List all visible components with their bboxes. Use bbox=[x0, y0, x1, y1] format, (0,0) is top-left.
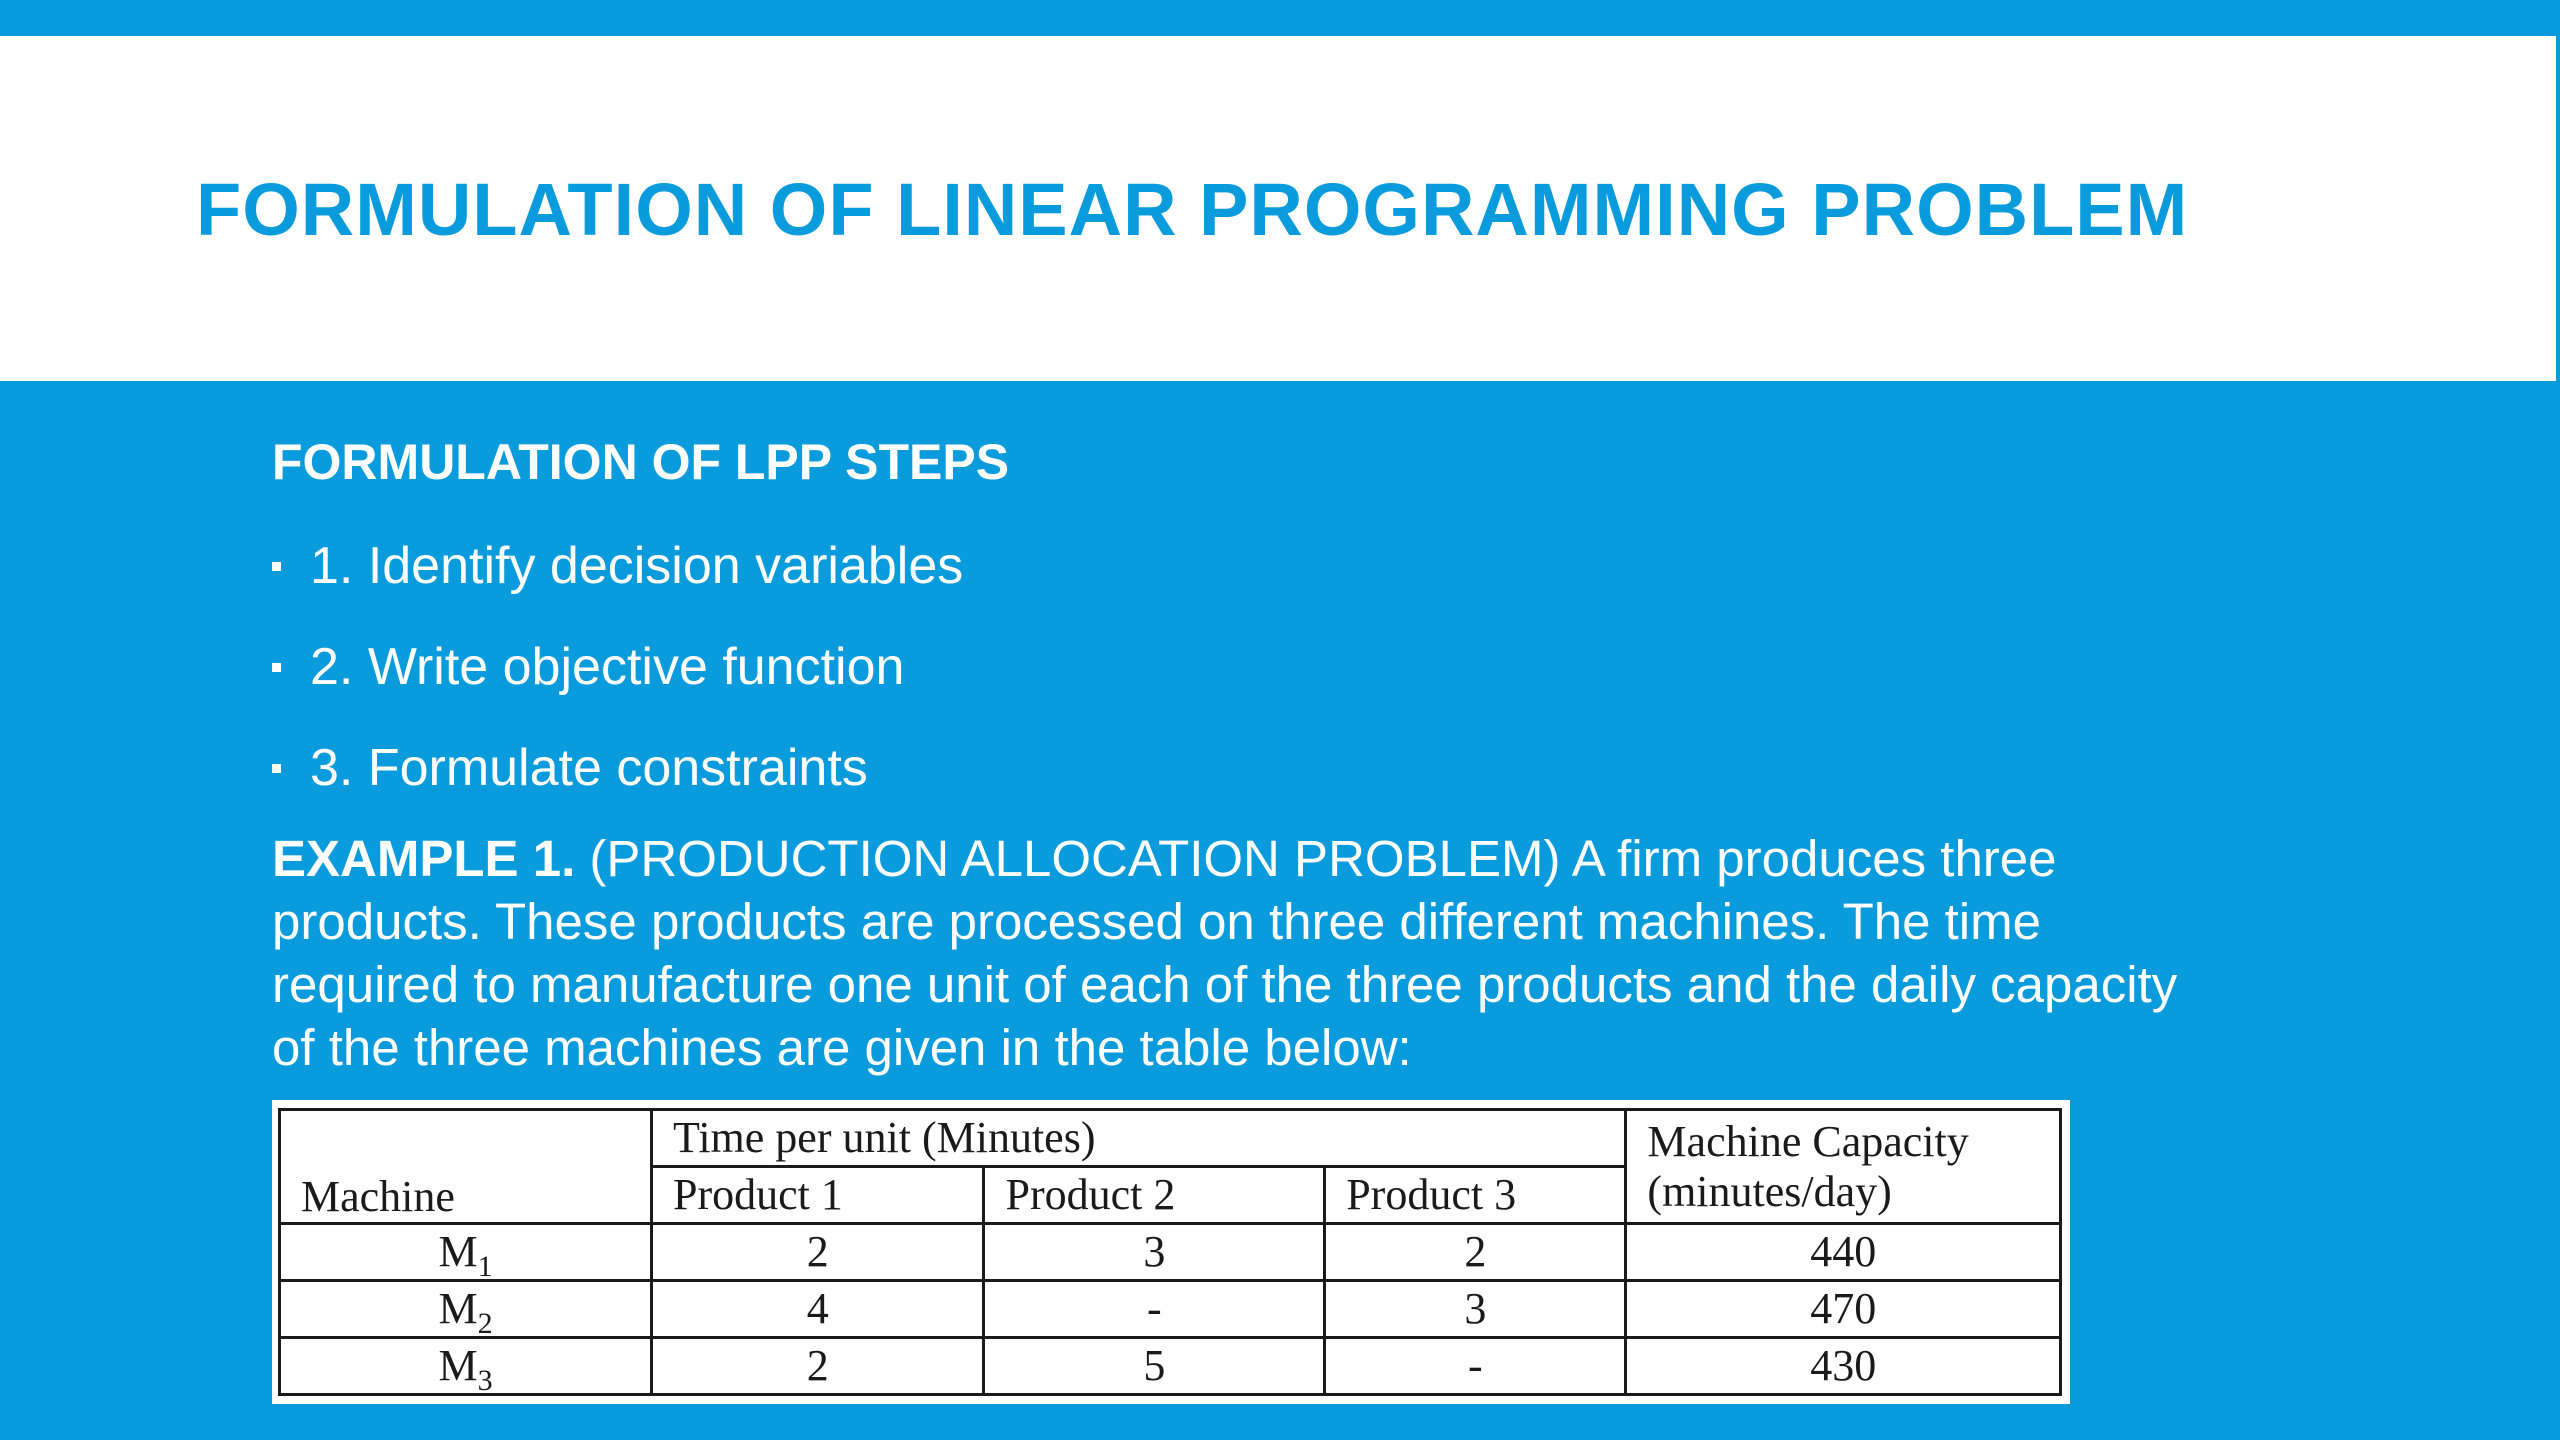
step-list bbox=[272, 516, 2222, 819]
machine-subscript: 1 bbox=[477, 1249, 493, 1283]
table-header-row bbox=[280, 1110, 2061, 1167]
slide-title: FORMULATION OF LINEAR PROGRAMMING PROBLEM bbox=[196, 168, 2189, 251]
product-1-cell: 2 bbox=[652, 1224, 984, 1281]
bullet-icon bbox=[272, 764, 281, 773]
step-text: 1. Identify decision variables bbox=[310, 537, 964, 595]
machine-table-container bbox=[272, 1100, 2070, 1404]
step-text: 2. Write objective function bbox=[310, 638, 905, 696]
machine-name: M bbox=[438, 1227, 478, 1276]
header-product-3: Product 3 bbox=[1325, 1167, 1626, 1224]
capacity-cell: 440 bbox=[1626, 1224, 2061, 1281]
machine-name: M bbox=[438, 1284, 478, 1333]
example-label: EXAMPLE 1. bbox=[272, 830, 576, 887]
step-text: 3. Formulate constraints bbox=[310, 739, 868, 797]
header-product-1: Product 1 bbox=[652, 1167, 984, 1224]
product-3-cell: 3 bbox=[1325, 1281, 1626, 1338]
machine-name: M bbox=[438, 1341, 478, 1390]
table-row bbox=[280, 1338, 2061, 1395]
slide-body bbox=[272, 420, 2222, 1079]
machine-time-table bbox=[278, 1108, 2062, 1396]
header-machine: Machine bbox=[280, 1110, 652, 1224]
table-row bbox=[280, 1224, 2061, 1281]
product-1-cell: 2 bbox=[652, 1338, 984, 1395]
product-3-cell: 2 bbox=[1325, 1224, 1626, 1281]
example-paragraph bbox=[272, 827, 2222, 1079]
machine-cell bbox=[280, 1338, 652, 1395]
product-2-cell: 3 bbox=[984, 1224, 1325, 1281]
step-item bbox=[272, 617, 2222, 718]
capacity-cell: 470 bbox=[1626, 1281, 2061, 1338]
machine-cell bbox=[280, 1224, 652, 1281]
steps-heading: FORMULATION OF LPP STEPS bbox=[272, 434, 1010, 490]
machine-cell bbox=[280, 1281, 652, 1338]
product-1-cell: 4 bbox=[652, 1281, 984, 1338]
product-2-cell: 5 bbox=[984, 1338, 1325, 1395]
machine-subscript: 3 bbox=[477, 1363, 493, 1397]
header-machine-capacity: Machine Capacity (minutes/day) bbox=[1626, 1110, 2061, 1224]
product-3-cell: - bbox=[1325, 1338, 1626, 1395]
header-product-2: Product 2 bbox=[984, 1167, 1325, 1224]
bullet-icon bbox=[272, 663, 281, 672]
machine-subscript: 2 bbox=[477, 1306, 493, 1340]
table-row bbox=[280, 1281, 2061, 1338]
example-text: (PRODUCTION ALLOCATION PROBLEM) A firm produces three products. These products are processed on three different machines. The time required to manufacture one unit of each of the three products and the daily capacity of the three machines are given in the table below: bbox=[272, 830, 2178, 1076]
step-item bbox=[272, 718, 2222, 819]
header-time-per-unit: Time per unit (Minutes) bbox=[652, 1110, 1626, 1167]
step-item bbox=[272, 516, 2222, 617]
bullet-icon bbox=[272, 562, 281, 571]
product-2-cell: - bbox=[984, 1281, 1325, 1338]
capacity-cell: 430 bbox=[1626, 1338, 2061, 1395]
